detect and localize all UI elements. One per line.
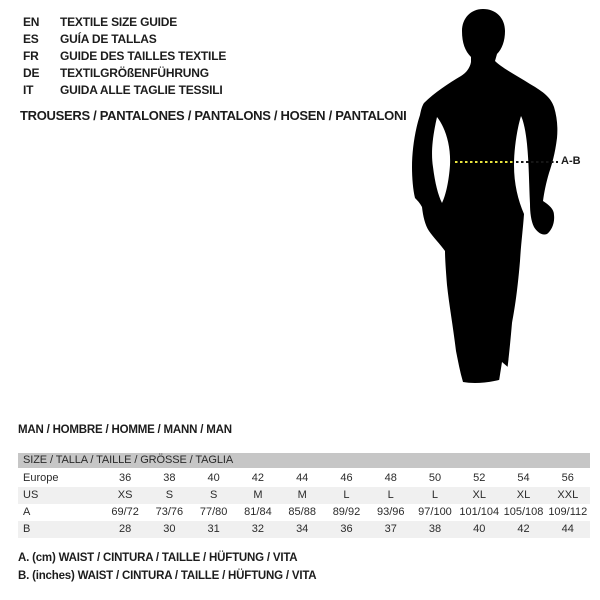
size-cell: S xyxy=(165,489,174,501)
row-label: A xyxy=(23,506,31,518)
size-cell: 42 xyxy=(251,472,265,484)
size-cell: XS xyxy=(117,489,133,501)
language-code: ES xyxy=(23,32,39,46)
size-cell: 36 xyxy=(119,472,132,484)
list-item xyxy=(23,65,226,82)
row-label: Europe xyxy=(23,472,59,484)
table-row xyxy=(18,521,590,538)
size-cell: 38 xyxy=(163,472,176,484)
size-cell: 28 xyxy=(119,523,132,535)
list-item xyxy=(23,82,226,99)
size-cell: XL xyxy=(472,489,486,501)
waist-measure-line-off-body xyxy=(516,161,558,163)
language-guide-list xyxy=(23,14,226,99)
row-label: B xyxy=(23,523,31,535)
list-item xyxy=(23,31,226,48)
row-label: US xyxy=(23,489,39,501)
size-cell: M xyxy=(297,489,307,501)
language-code: FR xyxy=(23,49,39,63)
size-cell: 52 xyxy=(473,472,486,484)
language-label: TEXTILGRÖßENFÜHRUNG xyxy=(60,66,209,80)
gender-heading: MAN / HOMBRE / HOMME / MANN / MAN xyxy=(18,424,232,436)
size-cell: 85/88 xyxy=(288,506,316,518)
language-code: IT xyxy=(23,83,34,97)
list-item xyxy=(23,48,226,65)
size-cell: 54 xyxy=(517,472,530,484)
table-row xyxy=(18,487,590,504)
language-label: GUIDA ALLE TAGLIE TESSILI xyxy=(60,83,223,97)
size-cell: 81/84 xyxy=(244,506,272,518)
size-cell: 31 xyxy=(207,523,220,535)
language-code: DE xyxy=(23,66,40,80)
size-cell: 36 xyxy=(340,523,353,535)
size-cell: 56 xyxy=(561,472,574,484)
size-cell: M xyxy=(253,489,263,501)
size-cell: 42 xyxy=(517,523,530,535)
language-label: TEXTILE SIZE GUIDE xyxy=(60,15,178,29)
size-cell: 77/80 xyxy=(199,506,228,518)
note-line: B. (inches) WAIST / CINTURA / TAILLE / HÜFTUNG / VITA xyxy=(18,569,317,582)
language-label: GUÍA DE TALLAS xyxy=(60,32,157,46)
size-cell: 97/100 xyxy=(418,506,452,518)
size-cell: 69/72 xyxy=(111,506,139,518)
table-row xyxy=(18,504,590,521)
size-cell: 44 xyxy=(296,472,309,484)
language-label: GUIDE DES TAILLES TEXTILE xyxy=(60,49,227,63)
size-cell: 38 xyxy=(428,523,442,535)
note-line: A. (cm) WAIST / CINTURA / TAILLE / HÜFTUNG / VITA xyxy=(18,552,298,564)
size-cell: L xyxy=(343,489,350,501)
size-cell: 89/92 xyxy=(332,506,361,518)
size-cell: 37 xyxy=(384,523,397,535)
size-cell: 40 xyxy=(207,472,220,484)
size-cell: 46 xyxy=(340,472,353,484)
size-cell: 32 xyxy=(251,523,265,535)
waist-measure-line-on-body xyxy=(455,161,514,163)
size-cell: XXL xyxy=(557,489,579,501)
size-table xyxy=(18,453,590,538)
size-cell: 34 xyxy=(296,523,309,535)
size-cell: 30 xyxy=(163,523,176,535)
size-cell: XL xyxy=(516,489,531,501)
size-cell: 73/76 xyxy=(155,506,184,518)
size-cell: 105/108 xyxy=(503,506,544,518)
category-heading: TROUSERS / PANTALONES / PANTALONS / HOSEN / PANTALONI xyxy=(20,108,407,123)
table-row xyxy=(18,470,590,487)
measure-label: A-B xyxy=(561,155,581,167)
size-cell: 93/96 xyxy=(376,506,405,518)
size-cell: 48 xyxy=(384,472,397,484)
size-cell: 109/112 xyxy=(548,506,588,518)
size-table-header: SIZE / TALLA / TAILLE / GRÖSSE / TAGLIA xyxy=(18,453,590,468)
size-cell: 50 xyxy=(428,472,442,484)
language-code: EN xyxy=(23,15,40,29)
size-cell: 101/104 xyxy=(459,506,500,518)
man-silhouette xyxy=(403,4,568,404)
size-cell: 44 xyxy=(561,523,574,535)
size-cell: S xyxy=(209,489,218,501)
size-cell: 40 xyxy=(473,523,486,535)
measurement-notes xyxy=(18,550,316,585)
list-item xyxy=(23,14,226,31)
size-cell: L xyxy=(387,489,394,501)
size-cell: L xyxy=(431,489,439,501)
